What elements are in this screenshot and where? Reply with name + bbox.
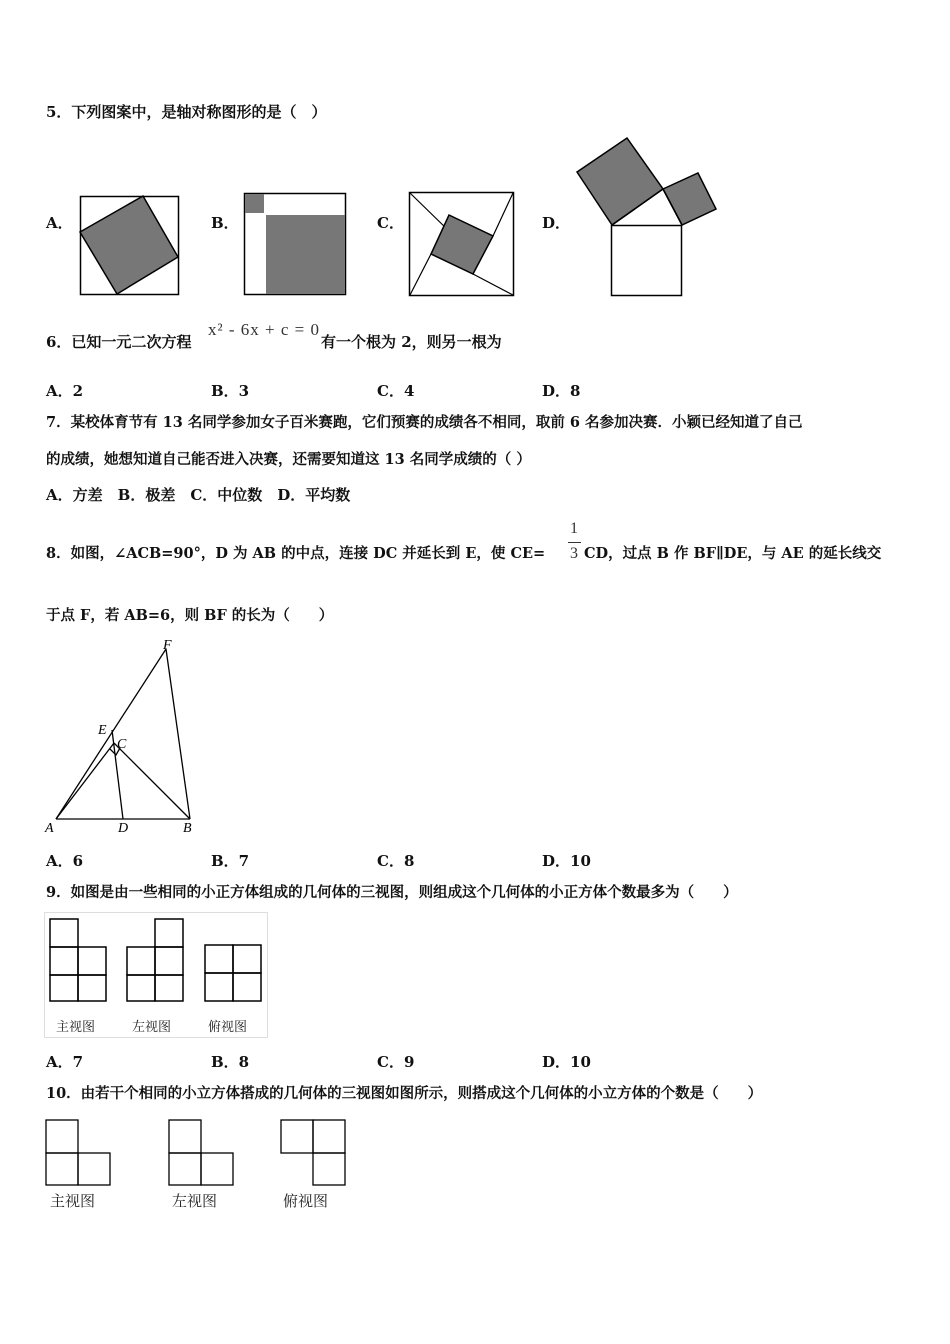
- q9-front-view: [48, 917, 108, 1003]
- q7-line1: 7．某校体育节有 13 名同学参加女子百米赛跑，它们预赛的成绩各不相同，取前 6 名参加决赛．小颖已经知道了自己: [46, 414, 803, 431]
- q8-option-a: A．6: [46, 852, 84, 870]
- q10-caption-left: 左视图: [172, 1192, 218, 1210]
- q9-left-view: [125, 917, 185, 1003]
- q8-label-e: E: [98, 723, 107, 738]
- q10-caption-top: 俯视图: [283, 1192, 329, 1210]
- q9-caption-top: 俯视图: [208, 1020, 248, 1035]
- q5-stem: 5．下列图案中，是轴对称图形的是（ ）: [46, 103, 327, 121]
- q9-caption-front: 主视图: [56, 1020, 96, 1035]
- q8-label-f: F: [163, 638, 172, 653]
- q5-option-a-label: A．: [46, 214, 73, 232]
- q9-option-d: D．10: [542, 1053, 591, 1071]
- q5-figure-d: [575, 136, 720, 298]
- q9-top-view: [203, 943, 263, 1003]
- q6-stem-after: 有一个根为 2，则另一根为: [321, 333, 502, 351]
- q9-stem: 9．如图是由一些相同的小正方体组成的几何体的三视图，则组成这个几何体的小正方体个数最多为（ ）: [46, 884, 738, 901]
- q9-option-c: C．9: [377, 1053, 415, 1071]
- q9-option-b: B．8: [211, 1053, 250, 1071]
- q8-frac-bar: [568, 542, 581, 543]
- q8-triangle-figure: [40, 636, 210, 836]
- q8-option-d: D．10: [542, 852, 591, 870]
- q6-option-c: C．4: [377, 382, 415, 400]
- q8-label-d: D: [118, 821, 129, 836]
- q6-equation: x² - 6x + c = 0: [208, 320, 320, 339]
- q8-frac-den: 3: [570, 545, 578, 562]
- q8-label-c: C: [117, 737, 127, 752]
- q7-options: A．方差 B．极差 C．中位数 D．平均数: [46, 486, 351, 504]
- q5-option-b-label: B．: [211, 214, 239, 232]
- q9-option-a: A．7: [46, 1053, 84, 1071]
- q10-front-view: [44, 1118, 114, 1188]
- q8-frac-num: 1: [570, 520, 578, 537]
- q6-option-b: B．3: [211, 382, 250, 400]
- q5-option-c-label: C．: [377, 214, 404, 232]
- q5-figure-b: [244, 193, 347, 296]
- q6-option-d: D．8: [542, 382, 581, 400]
- q8-label-a: A: [45, 821, 54, 836]
- q8-stem-a: 8．如图，∠ACB=90°，D 为 AB 的中点，连接 DC 并延长到 E，使 CE=: [46, 545, 546, 562]
- q8-line2: 于点 F，若 AB=6，则 BF 的长为（ ）: [46, 607, 334, 624]
- q10-left-view: [167, 1118, 237, 1188]
- q9-caption-left: 左视图: [132, 1020, 172, 1035]
- q10-caption-front: 主视图: [50, 1192, 96, 1210]
- q6-option-a: A．2: [46, 382, 84, 400]
- q10-stem: 10．由若干个相同的小立方体搭成的几何体的三视图如图所示，则搭成这个几何体的小立方体的个数是（ ）: [46, 1085, 763, 1102]
- q8-label-b: B: [183, 821, 192, 836]
- q5-figure-c: [409, 192, 515, 297]
- q8-option-c: C．8: [377, 852, 415, 870]
- q8-stem-b: CD，过点 B 作 BF∥DE，与 AE 的延长线交: [584, 545, 882, 562]
- q10-top-view: [279, 1118, 349, 1188]
- q6-stem-before: 6．已知一元二次方程: [46, 333, 192, 351]
- q7-line2: 的成绩，她想知道自己能否进入决赛，还需要知道这 13 名同学成绩的（ ）: [46, 451, 531, 468]
- q5-option-d-label: D．: [542, 214, 571, 232]
- q5-figure-a: [80, 196, 180, 296]
- q8-option-b: B．7: [211, 852, 250, 870]
